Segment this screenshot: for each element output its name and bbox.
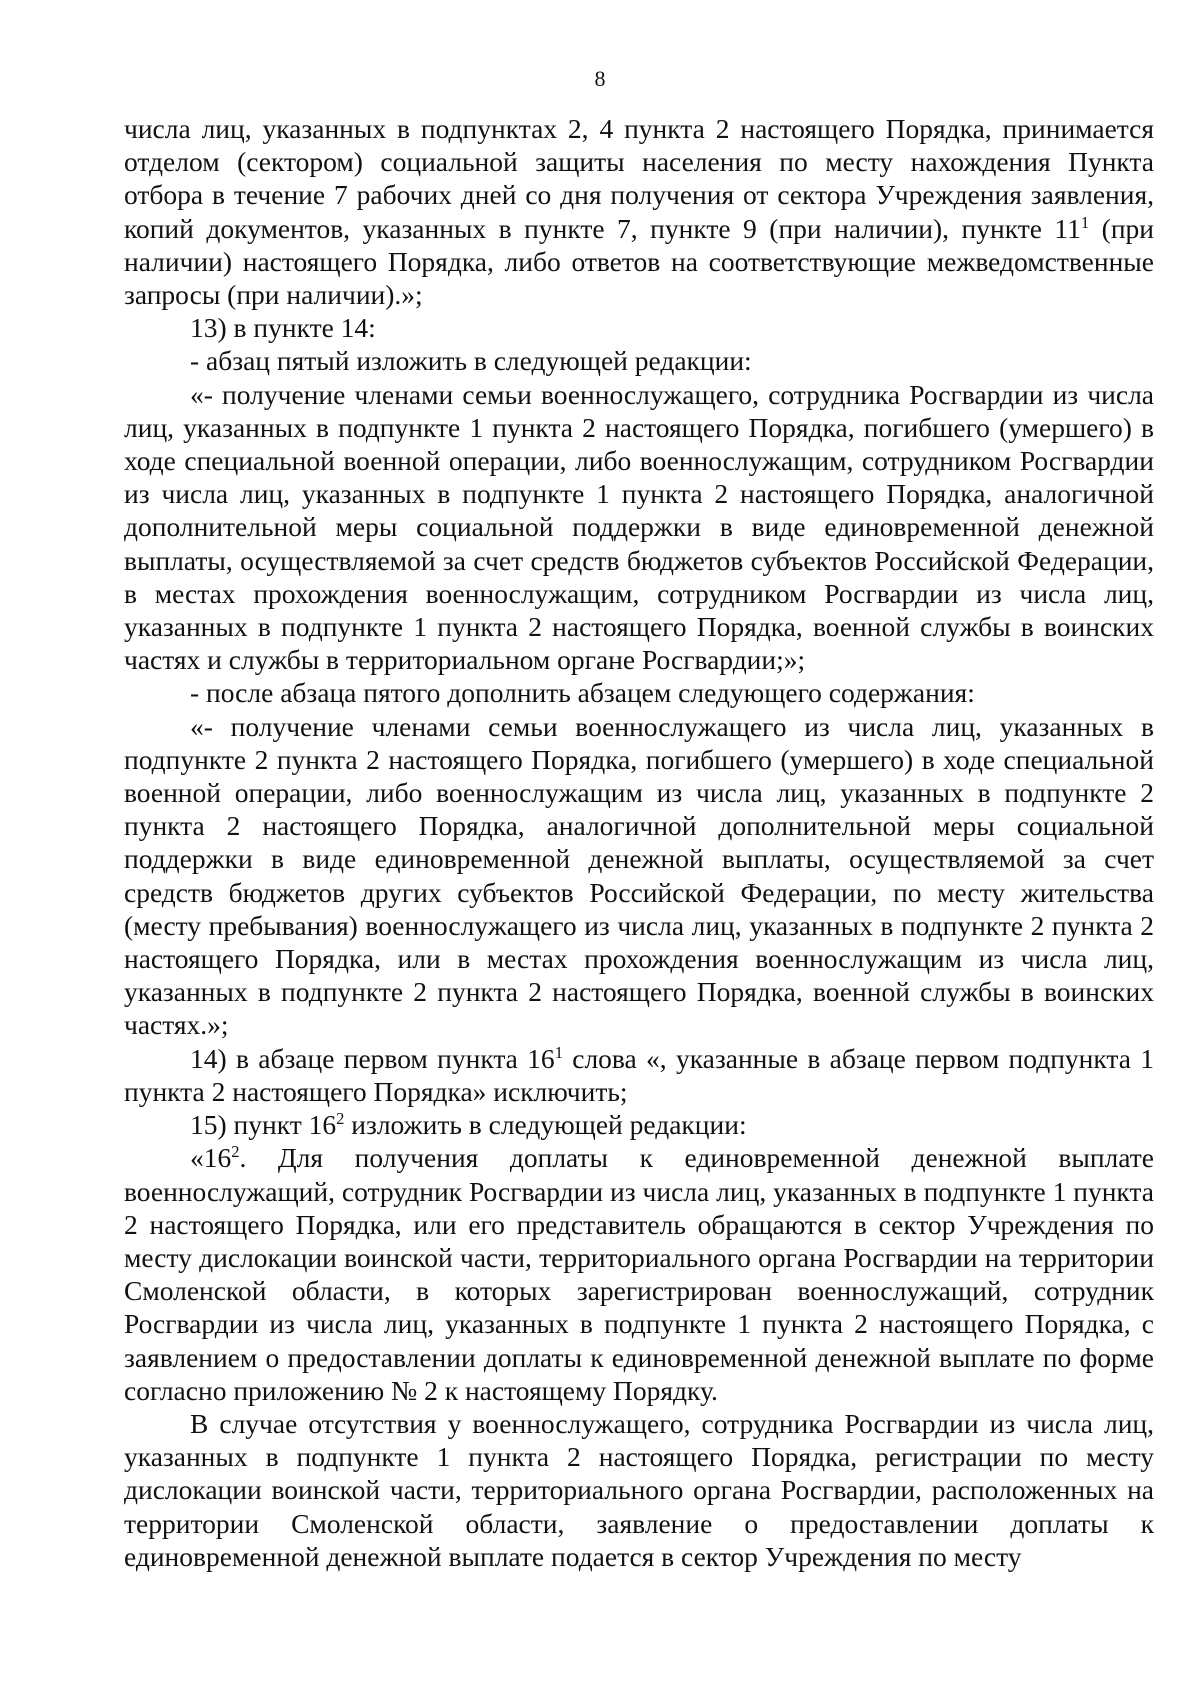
paragraph [124,311,1154,344]
text-run: 13) в пункте 14: [190,312,376,344]
text-run: числа лиц, указанных в подпунктах 2, 4 пункта 2 настоящего Порядка, принимается отделом (сектором) социальной защиты населения по месту нахождения Пункта отбора в течение 7 рабочих дней со дня получения от сектора Учреждения заявления, копий документов, указанных в пункте 7, пункте 9 (при наличии), пункте 11 [124,113,1154,244]
paragraph [124,1141,1154,1407]
paragraph [124,344,1154,377]
text-run: - абзац пятый изложить в следующей редакции: [190,345,752,377]
superscript: 2 [231,1142,240,1162]
text-run: 15) пункт 16 [190,1109,337,1141]
superscript: 1 [1080,212,1090,232]
text-run: изложить в следующей редакции: [344,1109,747,1141]
paragraph [124,1407,1154,1573]
text-run: В случае отсутствия у военнослужащего, сотрудника Росгвардии из числа лиц, указанных в подпункте 1 пункта 2 настоящего Порядка, регистрации по месту дислокации воинской части, территориального органа Росгвардии, расположенных на территории Смоленской области, заявление о предоставлении доплаты к единовременной денежной выплате подается в сектор Учреждения по месту [124,1407,1154,1572]
text-run: слова «, указанные в абзаце первом подпункта 1 пункта 2 настоящего Порядка» исключить; [124,1042,1154,1107]
paragraph [124,710,1154,1042]
paragraph [124,112,1154,311]
text-run: (при наличии) настоящего Порядка, либо ответов на соответствующие межведомственные запросы (при наличии).»; [124,212,1155,311]
text-run: - после абзаца пятого дополнить абзацем следующего содержания: [190,677,975,709]
document-body [124,112,1154,1573]
superscript: 1 [554,1042,563,1062]
paragraph [124,676,1154,709]
paragraph [124,1108,1154,1141]
text-run: «- получение членами семьи военнослужащего, сотрудника Росгвардии из числа лиц, указанных в подпункте 1 пункта 2 настоящего Порядка, погибшего (умершего) в ходе специальной военной операции, либо военнослужащим, сотрудником Росгвардии из числа лиц, указанных в подпункте 1 пункта 2 настоящего Порядка, аналогичной дополнительной меры социальной поддержки в виде единовременной денежной выплаты, осуществляемой за счет средств бюджетов субъектов Российской Федерации, в местах прохождения военнослужащим, сотрудником Росгвардии из числа лиц, указанных в подпункте 1 пункта 2 настоящего Порядка, военной службы в воинских частях и службы в территориальном органе Росгвардии;»; [124,378,1154,676]
text-run: 14) в абзаце первом пункта 16 [190,1042,555,1074]
paragraph [124,1042,1154,1108]
paragraph [124,378,1154,677]
text-run: . Для получения доплаты к единовременной денежной выплате военнослужащий, сотрудник Росгвардии из числа лиц, указанных в подпункте 1 пункта 2 настоящего Порядка, или его представитель обращаются в сектор Учреждения по месту дислокации воинской части, территориального органа Росгвардии на территории Смоленской области, в которых зарегистрирован военнослужащий, сотрудник Росгвардии из числа лиц, указанных в подпункте 1 пункта 2 настоящего Порядка, с заявлением о предоставлении доплаты к единовременной денежной выплате по форме согласно приложению № 2 к настоящему Порядку. [124,1142,1154,1406]
text-run: «16 [190,1142,232,1174]
text-run: «- получение членами семьи военнослужащего из числа лиц, указанных в подпункте 2 пункта 2 настоящего Порядка, погибшего (умершего) в ходе специальной военной операции, либо военнослужащим из числа лиц, указанных в подпункте 2 пункта 2 настоящего Порядка, аналогичной дополнительной меры социальной поддержки в виде единовременной денежной выплаты, осуществляемой за счет средств бюджетов других субъектов Российской Федерации, по месту жительства (месту пребывания) военнослужащего из числа лиц, указанных в подпункте 2 пункта 2 настоящего Порядка, или в местах прохождения военнослужащим из числа лиц, указанных в подпункте 2 пункта 2 настоящего Порядка, военной службы в воинских частях.»; [124,710,1154,1041]
superscript: 2 [336,1108,345,1128]
page-number: 8 [594,66,606,91]
